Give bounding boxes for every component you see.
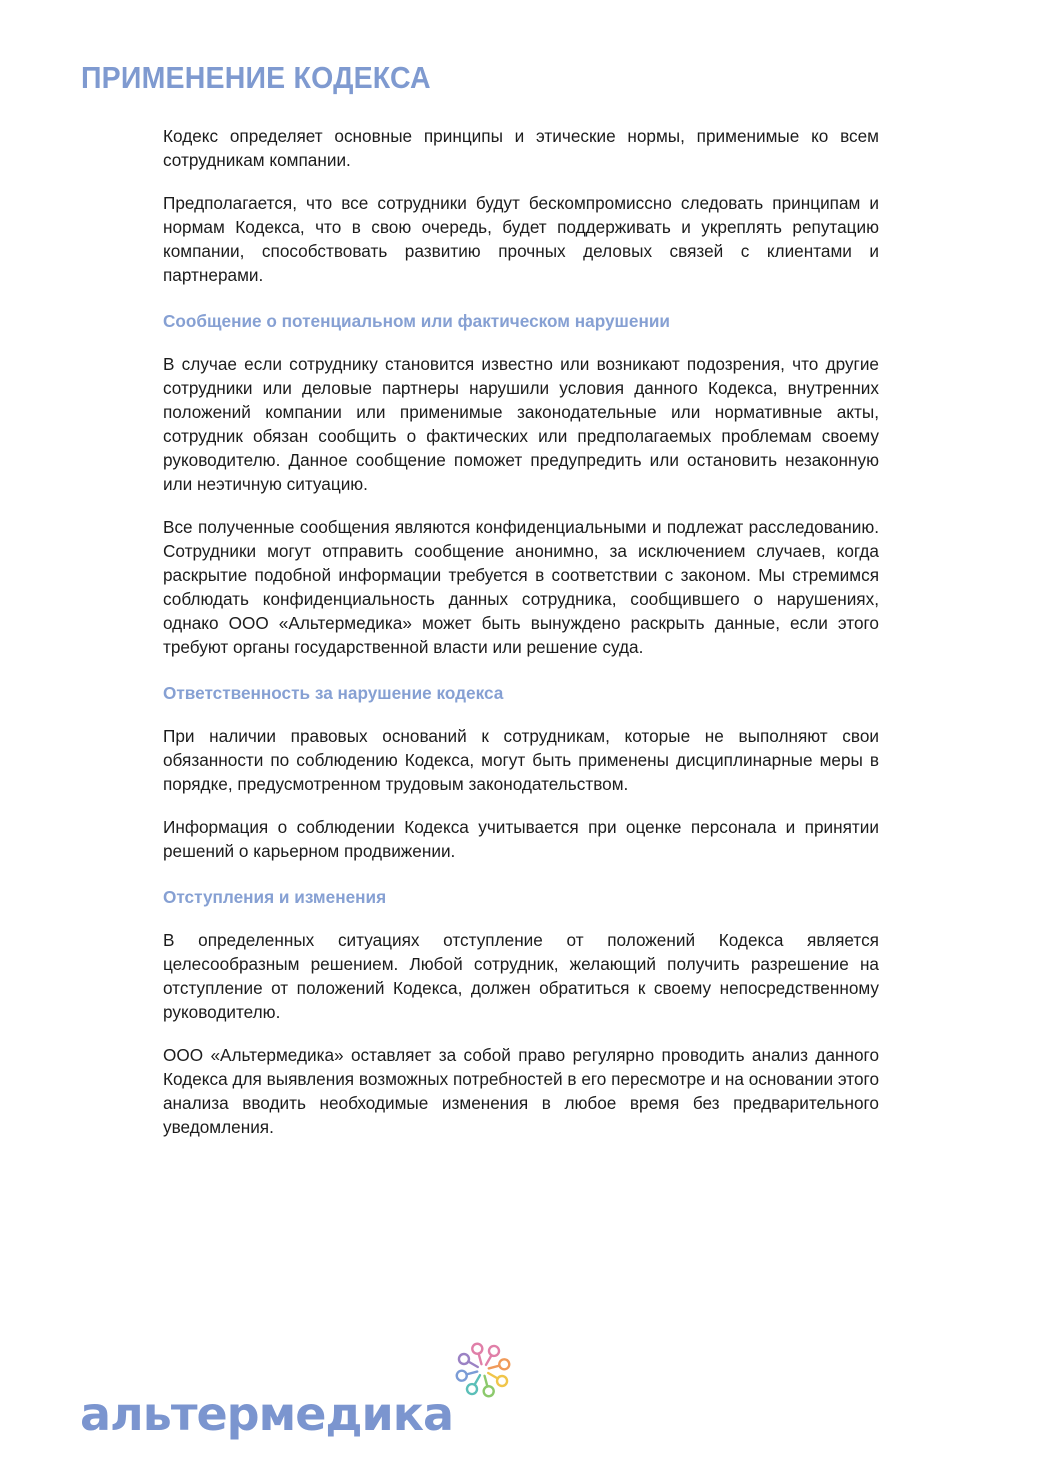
deviations-paragraph-2: ООО «Альтермедика» оставляет за собой право регулярно проводить анализ данного Кодекса для выявления возможных потребностей в его пересмотре и на основании этого анализа вводить необходимые изменения в любое время без предварительного уведомления. xyxy=(163,1045,879,1137)
intro-paragraph-1: Кодекс определяет основные принципы и этические нормы, применимые ко всем сотрудникам компании. xyxy=(163,126,879,170)
section-heading-deviations: Отступления и изменения xyxy=(163,887,387,907)
section-heading-responsibility: Ответственность за нарушение кодекса xyxy=(163,683,504,703)
responsibility-paragraph-1: При наличии правовых оснований к сотрудникам, которые не выполняют свои обязанности по соблюдению Кодекса, могут быть применены дисциплинарные меры в порядке, предусмотренном трудовым законодательством. xyxy=(163,726,879,794)
company-logo-graphic xyxy=(80,1330,520,1450)
responsibility-paragraph-2: Информация о соблюдении Кодекса учитывается при оценке персонала и принятии решений о карьерном продвижении. xyxy=(163,817,879,861)
section-heading-violation-report: Сообщение о потенциальном или фактическом нарушении xyxy=(163,311,670,331)
deviations-paragraph-1: В определенных ситуациях отступление от положений Кодекса является целесообразным решением. Любой сотрудник, желающий получить разрешение на отступление от положений Кодекса, должен обратиться к своему непосредственному руководителю. xyxy=(163,930,879,1022)
intro-paragraph-2: Предполагается, что все сотрудники будут бескомпромиссно следовать принципам и нормам Кодекса, что в свою очередь, будет поддерживать и укреплять репутацию компании, способствовать развитию прочных деловых связей с клиентами и партнерами. xyxy=(163,193,879,285)
company-logo xyxy=(80,1330,520,1450)
page-title: ПРИМЕНЕНИЕ КОДЕКСА xyxy=(81,60,431,95)
flower-of-keys-icon xyxy=(456,1343,511,1398)
logo-wordmark: альтермедика xyxy=(80,1387,454,1441)
document-body xyxy=(163,124,879,1158)
violation-report-paragraph-1: В случае если сотруднику становится известно или возникают подозрения, что другие сотрудники или деловые партнеры нарушили условия данного Кодекса, внутренних положений компании или применимые законодательные или нормативные акты, сотрудник обязан сообщить о фактических или предполагаемых проблемам своему руководителю. Данное сообщение поможет предупредить или остановить незаконную или неэтичную ситуацию. xyxy=(163,354,879,494)
violation-report-paragraph-2: Все полученные сообщения являются конфиденциальными и подлежат расследованию. Сотрудники могут отправить сообщение анонимно, за исключением случаев, когда раскрытие подобной информации требуется в соответствии с законом. Мы стремимся соблюдать конфиденциальность данных сотрудника, сообщившего о нарушениях, однако ООО «Альтермедика» может быть вынуждено раскрыть данные, если этого требуют органы государственной власти или решение суда. xyxy=(163,517,879,657)
